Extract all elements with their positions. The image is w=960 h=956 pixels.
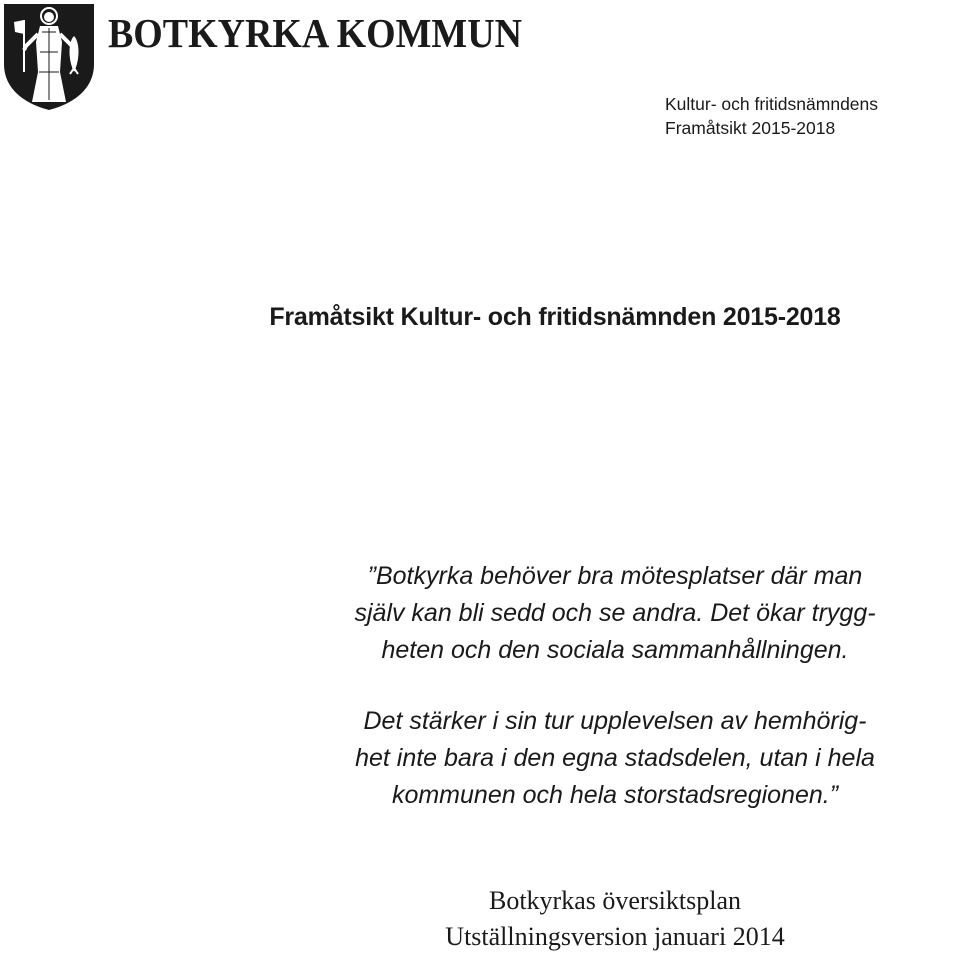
source-title: Botkyrkas översiktsplan — [488, 886, 742, 915]
brand-name-text: BOTKYRKA KOMMUN — [108, 14, 523, 54]
page-title: Framåtsikt Kultur- och fritidsnämnden 2015-2018 — [269, 303, 841, 331]
committee-name: Kultur- och fritidsnämndens — [665, 94, 879, 114]
document-header — [665, 92, 878, 140]
document-short-title: Framåtsikt 2015-2018 — [665, 118, 836, 138]
quote-paragraph-2 — [270, 703, 960, 814]
quote-line: kommunen och hela storstadsregionen.” — [391, 781, 839, 809]
quote-line: själv kan bli sedd och se andra. Det ökar trygg- — [354, 599, 876, 627]
quote-line: ”Botkyrka behöver bra mötesplatser där man — [367, 562, 863, 590]
source-version: Utställningsversion januari 2014 — [445, 922, 785, 951]
quote-paragraph-1 — [270, 558, 960, 669]
brand-wordmark — [108, 14, 538, 54]
quote-line: heten och den sociala sammanhållningen. — [381, 636, 849, 664]
coat-of-arms-icon — [2, 2, 96, 112]
municipality-logo — [0, 0, 540, 115]
quote-source — [270, 883, 960, 955]
quote-line: Det stärker i sin tur upplevelsen av hemhörig- — [363, 707, 867, 735]
quote-line: het inte bara i den egna stadsdelen, utan i hela — [355, 744, 875, 772]
